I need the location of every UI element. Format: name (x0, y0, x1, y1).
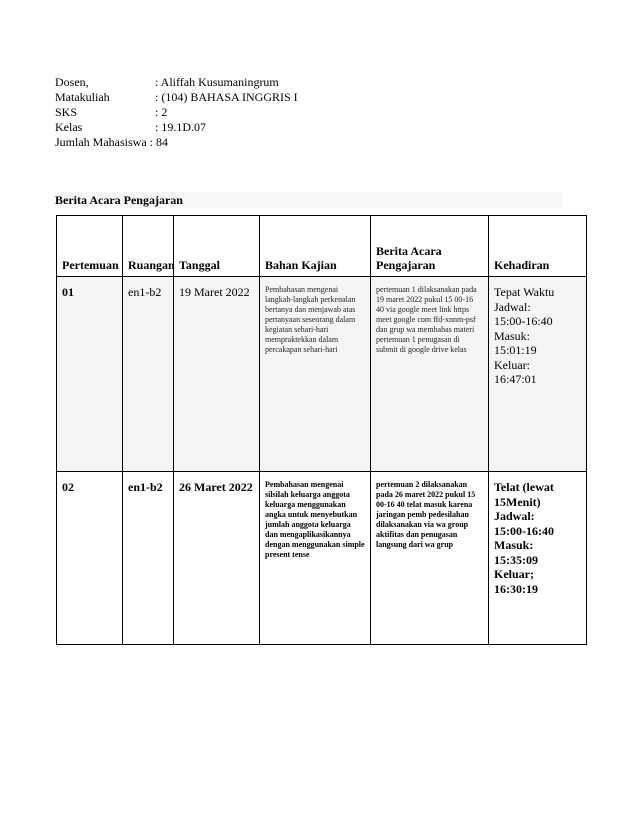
berita-acara-text: pertemuan 2 dilaksanakan pada 26 maret 2022 pukul 15 00-16 40 telat masuk karena jaringan pemb pedesilahan dilaksanakan via wa group aktifitas dan penugasan langsung dari wa grup (376, 480, 476, 549)
cell-berita-acara (371, 472, 489, 645)
kehadiran-masuk-value: 15:35:09 (494, 552, 538, 567)
info-label: Kelas (55, 120, 83, 134)
table-header-row (57, 216, 587, 277)
header-bahan-kajian: Bahan Kajian (260, 216, 371, 277)
cell-kehadiran (489, 277, 587, 472)
cell-kehadiran (489, 472, 587, 645)
info-jumlah-text: Jumlah Mahasiswa : 84 (55, 135, 168, 149)
info-row-kelas (55, 120, 298, 135)
header-kehadiran: Kehadiran (489, 216, 587, 277)
cell-pertemuan: 01 (57, 277, 123, 472)
cell-tanggal (174, 277, 260, 472)
berita-acara-table (56, 215, 587, 645)
kehadiran-masuk-label: Masuk: (494, 328, 530, 343)
kehadiran-status: Tepat Waktu (494, 285, 555, 299)
cell-tanggal (174, 472, 260, 645)
cell-ruangan: en1-b2 (123, 472, 174, 645)
kehadiran-jadwal-label: Jadwal: (494, 509, 535, 523)
cell-bahan-kajian (260, 277, 371, 472)
info-label: Matakuliah (55, 90, 110, 104)
info-row-matakuliah (55, 90, 298, 105)
cell-ruangan: en1-b2 (123, 277, 174, 472)
info-value: : Aliffah Kusumaningrum (155, 75, 279, 89)
info-value: : 19.1D.07 (155, 120, 206, 134)
cell-pertemuan: 02 (57, 472, 123, 645)
kehadiran-masuk-label: Masuk: (494, 538, 534, 552)
header-ruangan: Ruangan (123, 216, 174, 277)
info-row-jumlah-mahasiswa (55, 135, 298, 150)
course-info (55, 75, 298, 150)
kehadiran-keluar-label: Keluar: (494, 357, 530, 372)
header-tanggal: Tanggal (174, 216, 260, 277)
tanggal-text: 26 Maret 2022 (179, 480, 253, 494)
kehadiran-status: Telat (lewat 15Menit) (494, 480, 554, 509)
info-value: : (104) BAHASA INGGRIS I (155, 90, 298, 104)
info-value: : 2 (155, 105, 168, 119)
table-row (57, 472, 587, 645)
section-title: Berita Acara Pengajaran (55, 192, 563, 208)
cell-bahan-kajian (260, 472, 371, 645)
header-pertemuan: Pertemuan (57, 216, 123, 277)
kehadiran-jadwal-value: 15:00-16:40 (494, 314, 553, 328)
berita-acara-text: pertemuan 1 dilaksanakan pada 19 maret 2022 pukul 15 00-16 40 via google meet link https meet google com ffd-xnnm-psf dan grup wa membahas materi pertemuan 1 penugasan di submit di google drive kelas (376, 285, 477, 354)
info-label: Dosen, (55, 75, 89, 89)
bahan-kajian-text: Pembahasan mengenai silsilah keluarga anggota keluarga menggunakan angka untuk menyebutkan jumlah anggota keluarga dan mengaplikasikannya dengan menggunakan simple present tense (265, 480, 365, 559)
kehadiran-masuk-value: 15:01:19 (494, 343, 537, 357)
info-row-sks (55, 105, 298, 120)
kehadiran-keluar-label: Keluar; (494, 567, 534, 581)
table-row (57, 277, 587, 472)
kehadiran-keluar-value: 16:47:01 (494, 372, 537, 386)
header-berita-acara: Berita Acara Pengajaran (371, 216, 489, 277)
info-label: SKS (55, 105, 78, 119)
bahan-kajian-text: Pembahasan mengenai langkah-langkah perkenalan bertanya dan menjawab atas pertanyaan seseorang dalam kegiatan sehari-hari mempraktekkan dalam percakapan sehari-hari (265, 285, 356, 354)
info-row-dosen (55, 75, 298, 90)
kehadiran-keluar-value: 16:30:19 (494, 581, 538, 596)
cell-berita-acara (371, 277, 489, 472)
kehadiran-jadwal-label: Jadwal: (494, 299, 531, 314)
kehadiran-jadwal-value: 15:00-16:40 (494, 523, 554, 538)
tanggal-text: 19 Maret 2022 (179, 285, 250, 299)
